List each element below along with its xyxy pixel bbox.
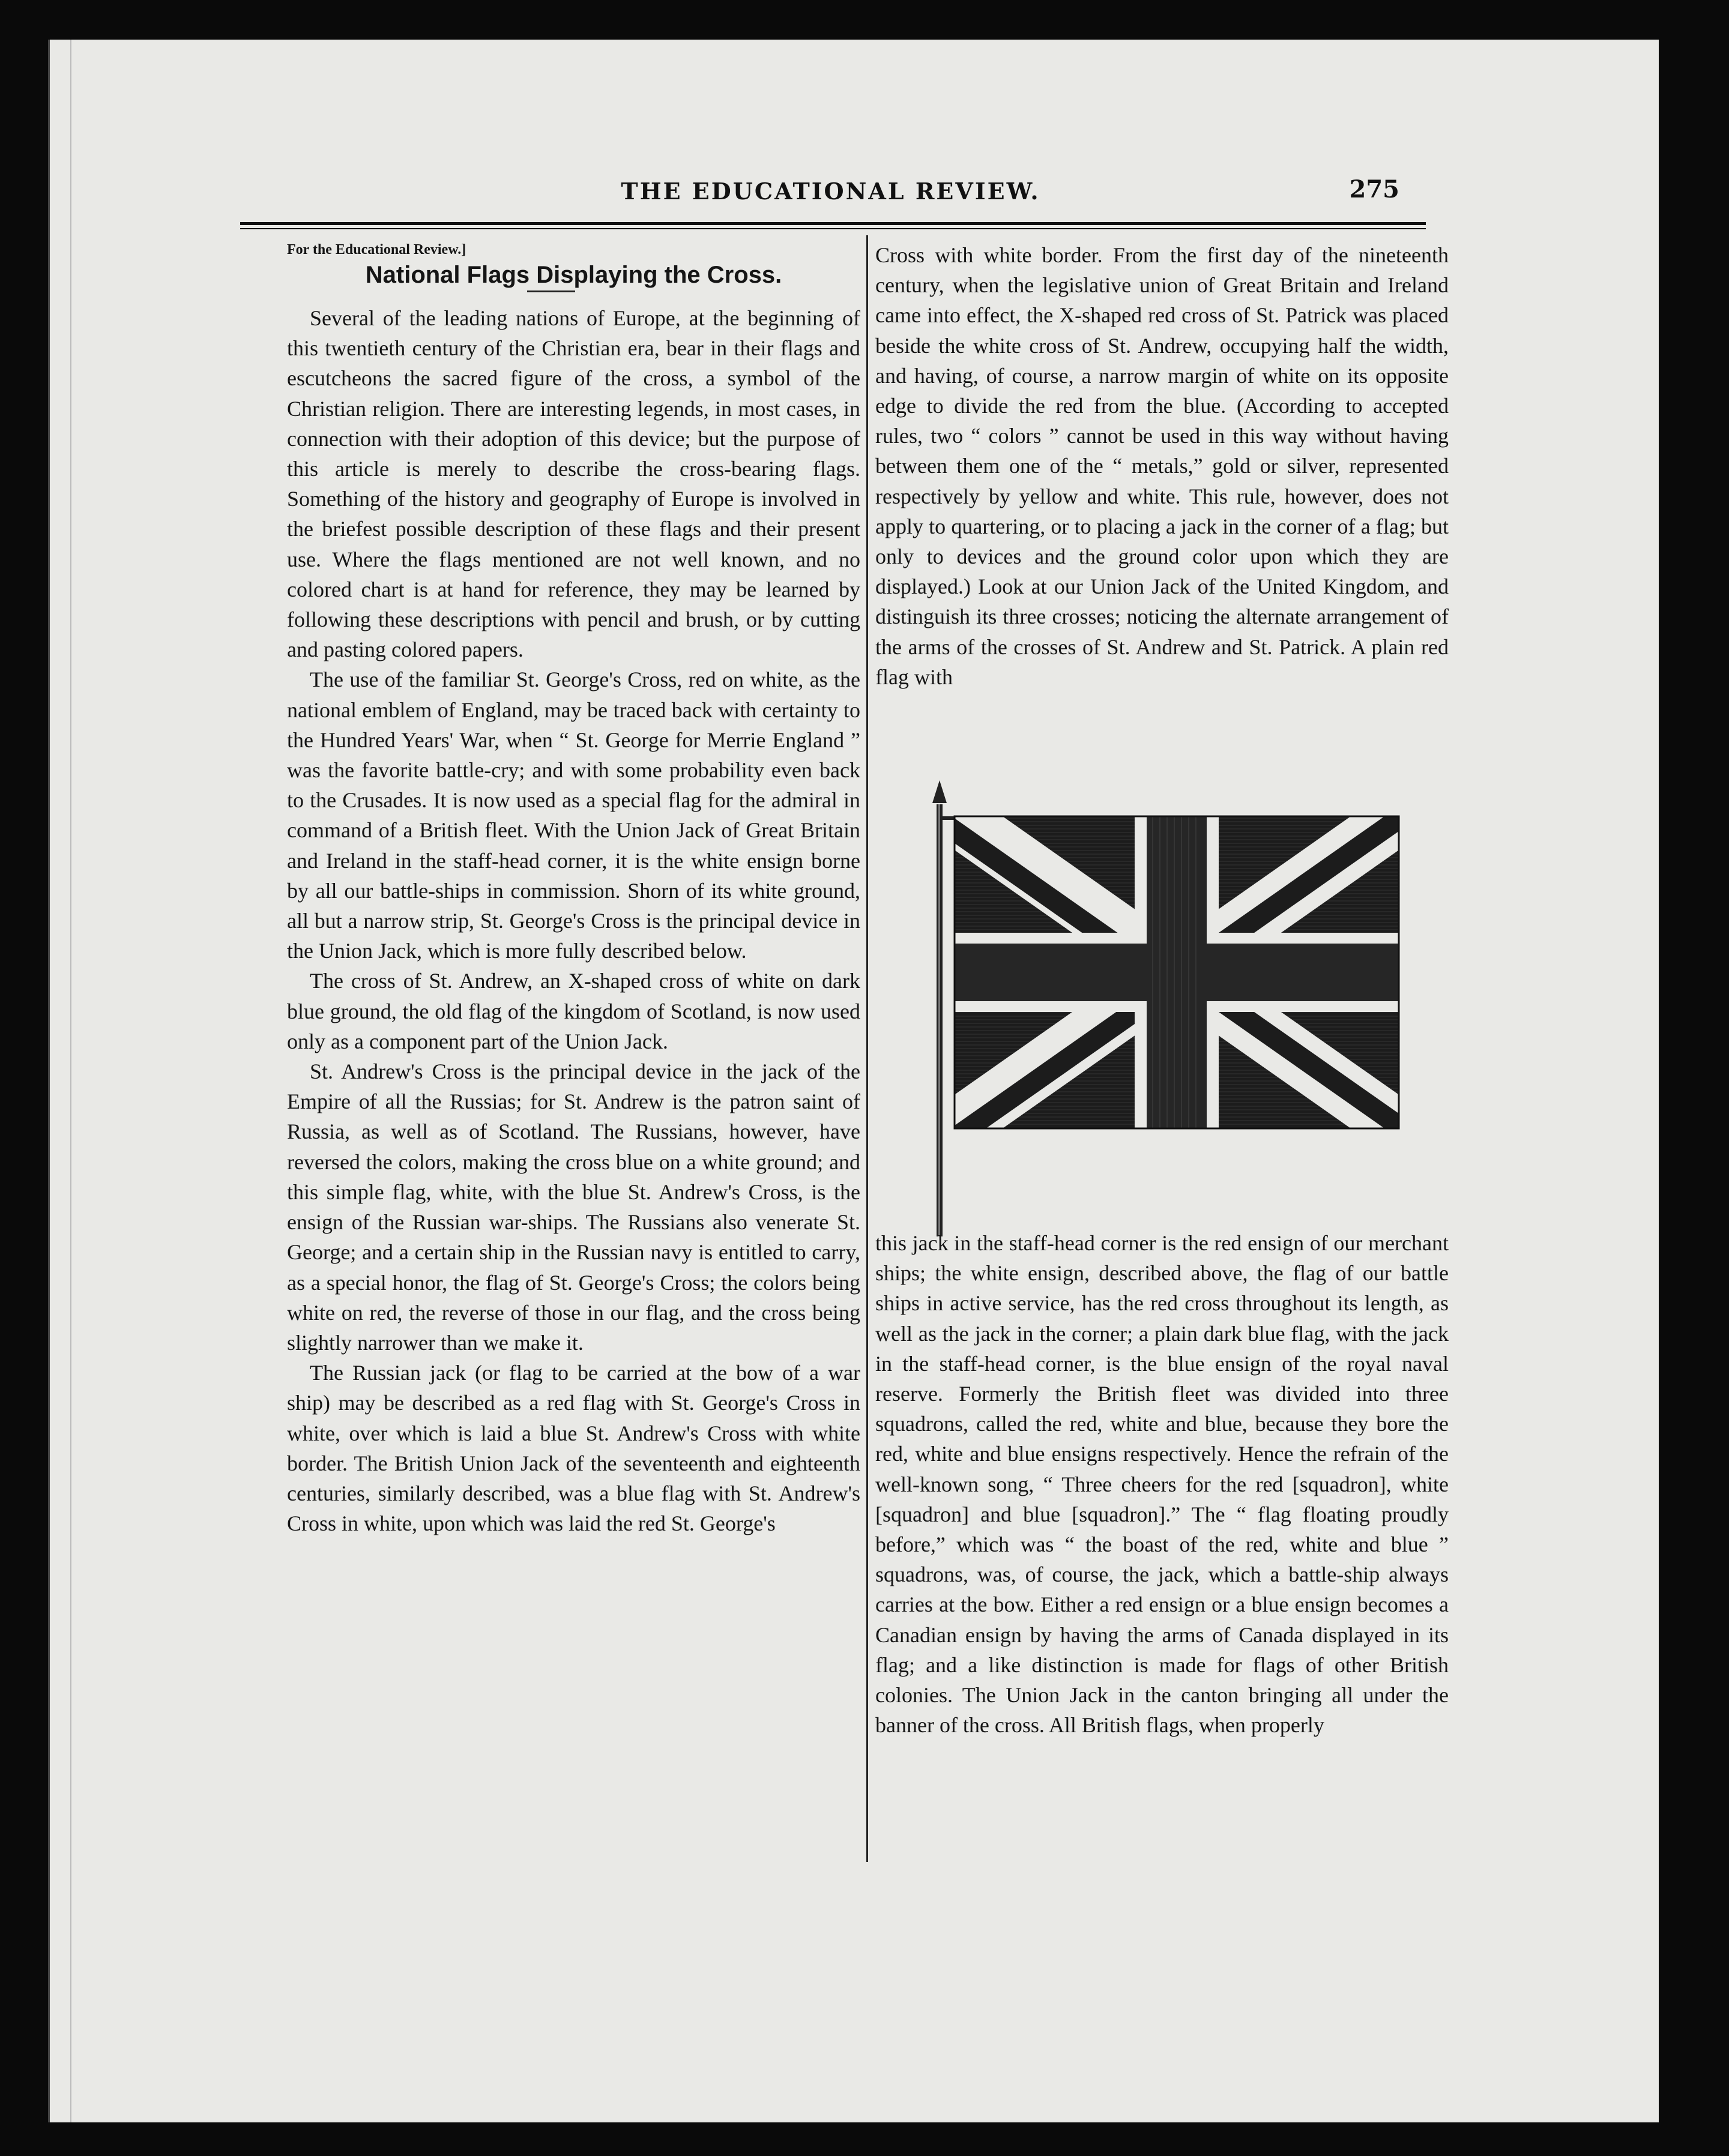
paragraph: Cross with white border. From the first day of the nineteenth century, when the legislative union of Great Britain and Ireland came into effect, the X-shaped red cross of St. Patrick was placed beside the white cross of St. Andrew, occupying half the width, and having, of course, a narrow margin of white on its opposite edge to divide the red from the blue. (According to accepted rules, two “ colors ” cannot be used in this way without having between them one of the “ metals,” gold or silver, represented respectively by yellow and white. This rule, however, does not apply to quartering, or to placing a jack in the corner of a flag; but only to devices and the ground color upon which they are displayed.) Look at our Union Jack of the United Kingdom, and distinguish its three crosses; noticing the alternate arrangement of the arms of the crosses of St. Andrew and St. Patrick. A plain red flag with bbox=[875, 243, 1449, 689]
paragraph: The cross of St. Andrew, an X-shaped cross of white on dark blue ground, the old flag of the kingdom of Scotland, is now used only as a component part of the Union Jack. bbox=[287, 969, 860, 1053]
article-kicker: For the Educational Review.] bbox=[287, 242, 466, 257]
binding-fold bbox=[70, 40, 71, 2122]
header-rule bbox=[240, 222, 1426, 225]
paragraph: this jack in the staff-head corner is the red ensign of our merchant ships; the white ensign, described above, the flag of our battle ships in active service, has the red cross throughout its length, as well as the jack in the corner; a plain dark blue flag, with the jack in the staff-head corner, is the blue ensign of the royal naval reserve. Formerly the British fleet was divided into three squadrons, called the red, white and blue, because they bore the red, white and blue ensigns respectively. Hence the refrain of the well-known song, “ Three cheers for the red [squadron], white [squadron] and blue [squadron].” The “ flag floating proudly before,” which was “ the boast of the red, white and blue ” squadrons, was, of course, the jack, which a battle-ship always carries at the bow. Either a red ensign or a blue ensign becomes a Canadian ensign by having the arms of Canada displayed in its flag; and a like distinction is made for flags of other British colonies. The Union Jack in the canton bringing all under the banner of the cross. All British flags, when properly bbox=[875, 1231, 1449, 1738]
right-column-bottom bbox=[875, 1228, 1449, 1740]
article-headline: National Flags Displaying the Cross. bbox=[365, 262, 782, 288]
right-column-top bbox=[875, 240, 1449, 692]
journal-title: THE EDUCATIONAL REVIEW. bbox=[621, 178, 1040, 205]
running-header bbox=[238, 142, 1423, 214]
header-rule-thin bbox=[240, 228, 1426, 229]
flag-icon bbox=[925, 780, 1411, 1236]
page-number: 275 bbox=[1349, 175, 1399, 203]
headline-rule bbox=[527, 291, 575, 292]
column-divider bbox=[866, 235, 868, 1862]
left-column bbox=[287, 240, 860, 1538]
paragraph: The use of the familiar St. George's Cross, red on white, as the national emblem of England, may be traced back with certainty to the Hundred Years' War, when “ St. George for Merrie England ” was the favorite battle-cry; and with some probability even back to the Crusades. It is now used as a special flag for the admiral in command of a British fleet. With the Union Jack of Great Britain and Ireland in the staff-head corner, it is the white ensign borne by all our battle-ships in commission. Shorn of its white ground, all but a narrow strip, St. George's Cross is the principal device in the Union Jack, which is more fully described below. bbox=[287, 667, 860, 963]
paragraph: The Russian jack (or flag to be carried at the bow of a war ship) may be described as a red flag with St. George's Cross in white, over which is laid a blue St. Andrew's Cross with white border. The British Union Jack of the seventeenth and eighteenth centuries, similarly described, was a blue flag with St. Andrew's Cross in white, upon which was laid the red St. George's bbox=[287, 1361, 860, 1536]
union-jack-illustration bbox=[925, 780, 1411, 1236]
finial bbox=[932, 780, 947, 803]
paragraph: Several of the leading nations of Europe, at the beginning of this twentieth century of the Christian era, bear in their flags and escutcheons the sacred figure of the cross, a symbol of the Christian religion. There are interesting legends, in most cases, in connection with their adoption of this device; but the purpose of this article is merely to describe the cross-bearing flags. Something of the history and geography of Europe is involved in the briefest possible description of these flags and their present use. Where the flags mentioned are not well known, and no colored chart is at hand for reference, they may be learned by following these descriptions with pencil and brush, or by cutting and pasting colored papers. bbox=[287, 306, 860, 662]
paragraph: St. Andrew's Cross is the principal device in the jack of the Empire of all the Russias; for St. Andrew is the patron saint of Russia, as well as of Scotland. The Russians, however, have reversed the colors, making the cross blue on a white ground; and this simple flag, white, with the blue St. Andrew's Cross, is the ensign of the Russian war-ships. The Russians also venerate St. George; and a certain ship in the Russian navy is entitled to carry, as a special honor, the flag of St. George's Cross; the colors being white on red, the reverse of those in our flag, and the cross being slightly narrower than we make it. bbox=[287, 1059, 860, 1355]
